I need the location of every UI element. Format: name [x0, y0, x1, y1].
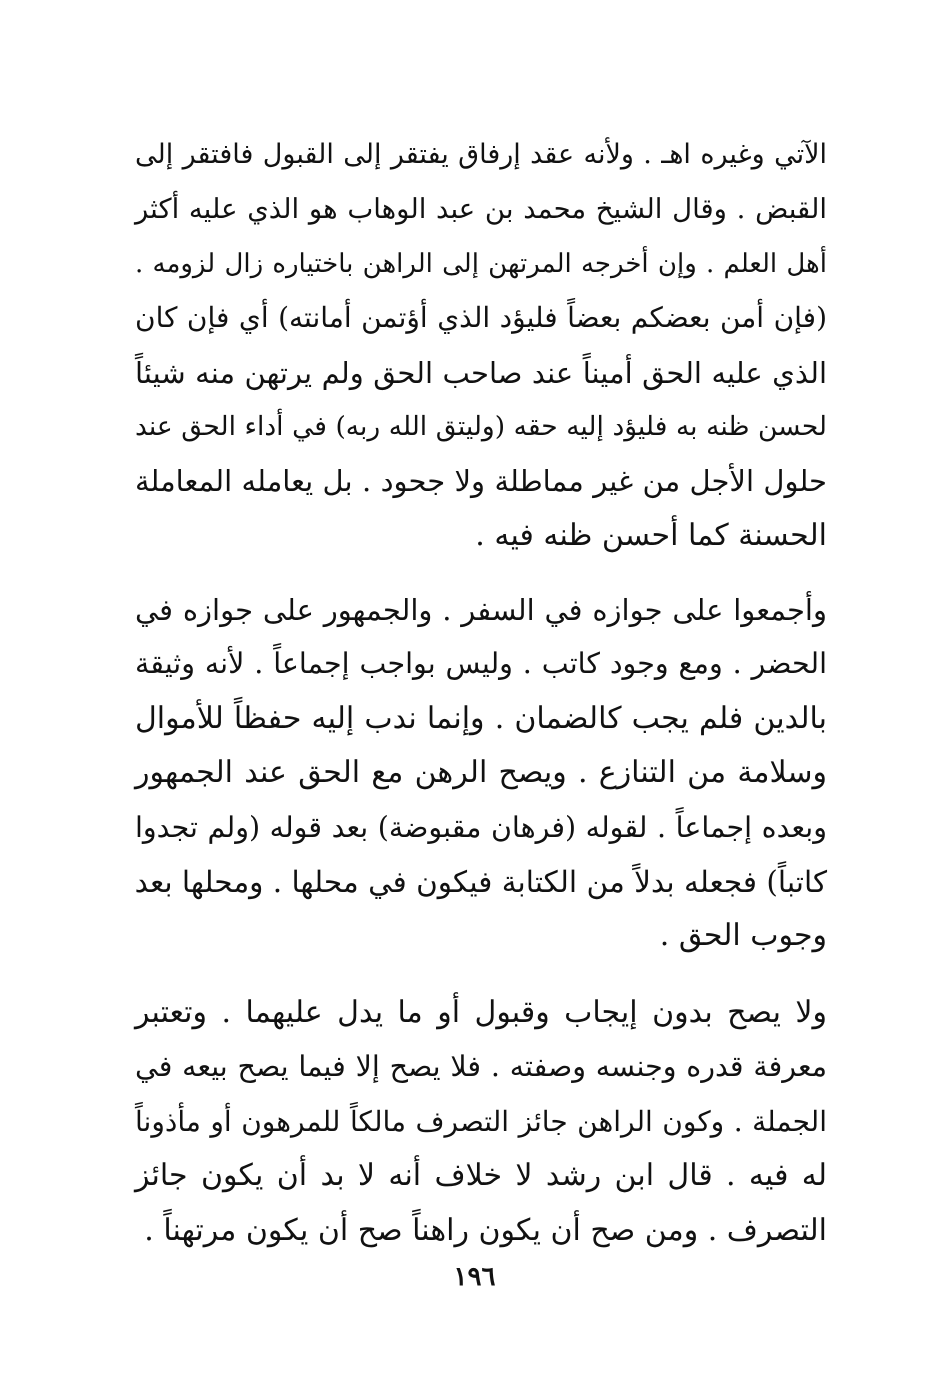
text-line: القبض . وقال الشيخ محمد بن عبد الوهاب هو الذي عليه أكثر: [135, 193, 827, 226]
text-line: الذي عليه الحق أميناً عند صاحب الحق ولم يرتهن منه شيئاً: [135, 355, 827, 390]
text-line: وأجمعوا على جوازه في السفر . والجمهور على جوازه في: [135, 593, 827, 627]
text-line: حلول الأجل من غير مماطلة ولا جحود . بل يعامله المعاملة: [135, 464, 827, 499]
paragraph-1: [135, 128, 827, 563]
paragraph-3: [135, 986, 827, 1258]
text-line: وبعده إجماعاً . لقوله (فرهان مقبوضة) بعد قوله (ولم تجدوا: [135, 810, 827, 844]
text-line: معرفة قدره وجنسه وصفته . فلا يصح إلا فيما يصح بيعه في: [135, 1050, 827, 1084]
text-line: وسلامة من التنازع . ويصح الرهن مع الحق عند الجمهور: [135, 755, 827, 791]
text-line: كاتباً) فجعله بدلاً من الكتابة فيكون في محلها . ومحلها بعد: [134, 864, 827, 899]
text-line: التصرف . ومن صح أن يكون راهناً صح أن يكون مرتهناً .: [144, 1212, 827, 1248]
text-line: أهل العلم . وإن أخرجه المرتهن إلى الراهن باختياره زال لزومه .: [135, 248, 827, 279]
paragraph-2: [135, 583, 827, 964]
page-number: ١٩٦: [453, 1262, 496, 1292]
text-line: بالدين فلم يجب كالضمان . وإنما ندب إليه حفظاً للأموال: [135, 700, 827, 736]
text-line: له فيه . قال ابن رشد لا خلاف أنه لا بد أن يكون جائز: [135, 1158, 827, 1194]
text-line: الحضر . ومع وجود كاتب . وليس بواجب إجماعاً . لأنه وثيقة: [135, 647, 827, 681]
text-line: (فإن أمن بعضكم بعضاً فليؤد الذي أؤتمن أمانته) أي فإن كان: [135, 301, 827, 335]
text-line: الحسنة كما أحسن ظنه فيه .: [475, 517, 827, 553]
text-line: الآتي وغيره اهـ . ولأنه عقد إرفاق يفتقر إلى القبول فافتقر إلى: [135, 139, 827, 170]
text-line: لحسن ظنه به فليؤد إليه حقه (وليتق الله ربه) في أداء الحق عند: [135, 410, 827, 442]
text-line: وجوب الحق .: [659, 918, 827, 954]
text-line: ولا يصح بدون إيجاب وقبول أو ما يدل عليهما . وتعتبر: [135, 995, 827, 1030]
text-line: الجملة . وكون الراهن جائز التصرف مالكاً للمرهون أو مأذوناً: [135, 1104, 827, 1138]
